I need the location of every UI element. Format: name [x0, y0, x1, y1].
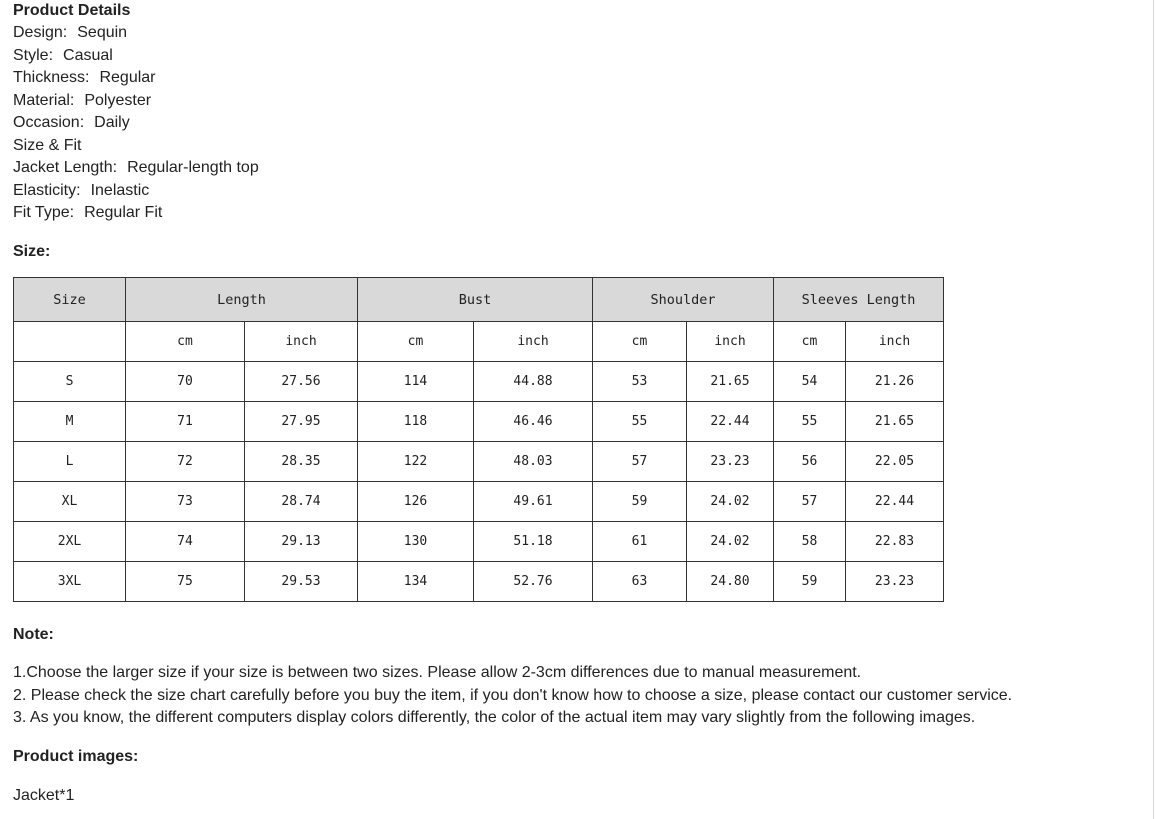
table-cell: 53 [593, 362, 687, 402]
product-images-title: Product images: [13, 747, 139, 765]
table-cell: 114 [358, 362, 474, 402]
detail-design [13, 22, 1143, 45]
detail-value: Daily [94, 114, 130, 131]
size-title: Size: [13, 242, 51, 260]
table-cell: 51.18 [474, 522, 593, 562]
detail-value: Regular [99, 69, 156, 86]
detail-label: Design: [13, 24, 68, 41]
detail-label: Style: [13, 46, 54, 64]
product-details-section [13, 0, 1143, 263]
table-cell: 49.61 [474, 482, 593, 522]
table-cell: 22.44 [687, 402, 774, 442]
table-cell: 58 [774, 522, 846, 562]
table-row [14, 402, 944, 442]
table-cell: 24.02 [687, 482, 774, 522]
table-cell: 70 [126, 362, 245, 402]
table-cell: XL [14, 482, 126, 522]
table-cell: M [14, 402, 126, 442]
unit-cell: cm [774, 322, 846, 362]
table-cell: 54 [774, 362, 846, 402]
detail-value: Regular Fit [84, 204, 163, 221]
detail-label: Material: [13, 91, 75, 109]
note-section [13, 624, 1012, 807]
table-row [14, 362, 944, 402]
table-cell: 22.05 [846, 442, 944, 482]
detail-value: Inelastic [90, 181, 150, 199]
table-header-row [14, 278, 944, 322]
table-cell: L [14, 442, 126, 482]
table-cell: 57 [774, 482, 846, 522]
table-cell: 55 [593, 402, 687, 442]
table-cell: 24.02 [687, 522, 774, 562]
table-cell: 52.76 [474, 562, 593, 602]
detail-occasion [13, 112, 1143, 135]
table-row [14, 482, 944, 522]
unit-cell: inch [245, 322, 358, 362]
detail-label: Jacket Length: [13, 159, 118, 176]
detail-size-fit-heading [13, 135, 1143, 158]
header-length: Length [126, 278, 358, 322]
detail-label: Elasticity: [13, 181, 81, 199]
table-cell: 46.46 [474, 402, 593, 442]
unit-cell: inch [474, 322, 593, 362]
detail-jacket-length [13, 157, 1143, 180]
table-cell: 21.65 [687, 362, 774, 402]
table-cell: 22.44 [846, 482, 944, 522]
table-row [14, 522, 944, 562]
table-cell: 59 [774, 562, 846, 602]
table-cell: 57 [593, 442, 687, 482]
detail-label: Size & Fit [13, 136, 82, 154]
table-cell: 134 [358, 562, 474, 602]
table-cell: 72 [126, 442, 245, 482]
table-cell: 75 [126, 562, 245, 602]
table-cell: S [14, 362, 126, 402]
table-cell: 28.74 [245, 482, 358, 522]
table-cell: 61 [593, 522, 687, 562]
note-line: 1.Choose the larger size if your size is between two sizes. Please allow 2-3cm differences due to manual measurement. [13, 664, 862, 681]
unit-cell: inch [846, 322, 944, 362]
header-bust: Bust [358, 278, 593, 322]
table-cell: 27.95 [245, 402, 358, 442]
table-cell: 29.13 [245, 522, 358, 562]
table-cell: 48.03 [474, 442, 593, 482]
table-cell: 59 [593, 482, 687, 522]
detail-elasticity [13, 180, 1143, 203]
note-title: Note: [13, 626, 54, 643]
table-cell: 23.23 [687, 442, 774, 482]
detail-value: Polyester [84, 91, 152, 109]
table-cell: 24.80 [687, 562, 774, 602]
table-cell: 28.35 [245, 442, 358, 482]
detail-label: Occasion: [13, 114, 85, 131]
header-size: Size [14, 278, 126, 322]
table-cell: 56 [774, 442, 846, 482]
table-cell: 74 [126, 522, 245, 562]
table-cell: 118 [358, 402, 474, 442]
table-cell: 23.23 [846, 562, 944, 602]
detail-value: Casual [63, 46, 113, 64]
page-edge-divider [1153, 0, 1154, 819]
note-line: 2. Please check the size chart carefully before you buy the item, if you don't know how to choose a size, please contact our customer service. [13, 686, 1013, 704]
detail-value: Sequin [77, 24, 128, 41]
table-cell: 2XL [14, 522, 126, 562]
detail-label: Fit Type: [13, 204, 75, 221]
table-cell: 3XL [14, 562, 126, 602]
detail-value: Regular-length top [127, 159, 259, 176]
table-cell: 122 [358, 442, 474, 482]
table-cell: 44.88 [474, 362, 593, 402]
package-item: Jacket*1 [13, 786, 75, 804]
table-cell: 126 [358, 482, 474, 522]
table-cell: 63 [593, 562, 687, 602]
table-cell: 71 [126, 402, 245, 442]
detail-style [13, 45, 1143, 68]
unit-cell [14, 322, 126, 362]
table-cell: 55 [774, 402, 846, 442]
table-cell: 73 [126, 482, 245, 522]
unit-cell: cm [126, 322, 245, 362]
product-description [13, 0, 1143, 804]
product-details-title: Product Details [13, 2, 131, 19]
table-row [14, 562, 944, 602]
detail-label: Thickness: [13, 69, 90, 86]
table-cell: 21.26 [846, 362, 944, 402]
header-shoulder: Shoulder [593, 278, 774, 322]
unit-cell: cm [358, 322, 474, 362]
table-cell: 130 [358, 522, 474, 562]
table-row [14, 442, 944, 482]
table-cell: 21.65 [846, 402, 944, 442]
unit-cell: inch [687, 322, 774, 362]
detail-fit-type [13, 202, 1143, 225]
detail-material [13, 90, 1143, 113]
note-line: 3. As you know, the different computers display colors differently, the color of the actual item may vary slightly from the following images. [13, 709, 976, 726]
unit-cell: cm [593, 322, 687, 362]
table-cell: 29.53 [245, 562, 358, 602]
header-sleeves-length: Sleeves Length [774, 278, 944, 322]
detail-thickness [13, 67, 1143, 90]
table-units-row [14, 322, 944, 362]
size-chart-table [13, 277, 944, 602]
table-cell: 22.83 [846, 522, 944, 562]
table-cell: 27.56 [245, 362, 358, 402]
